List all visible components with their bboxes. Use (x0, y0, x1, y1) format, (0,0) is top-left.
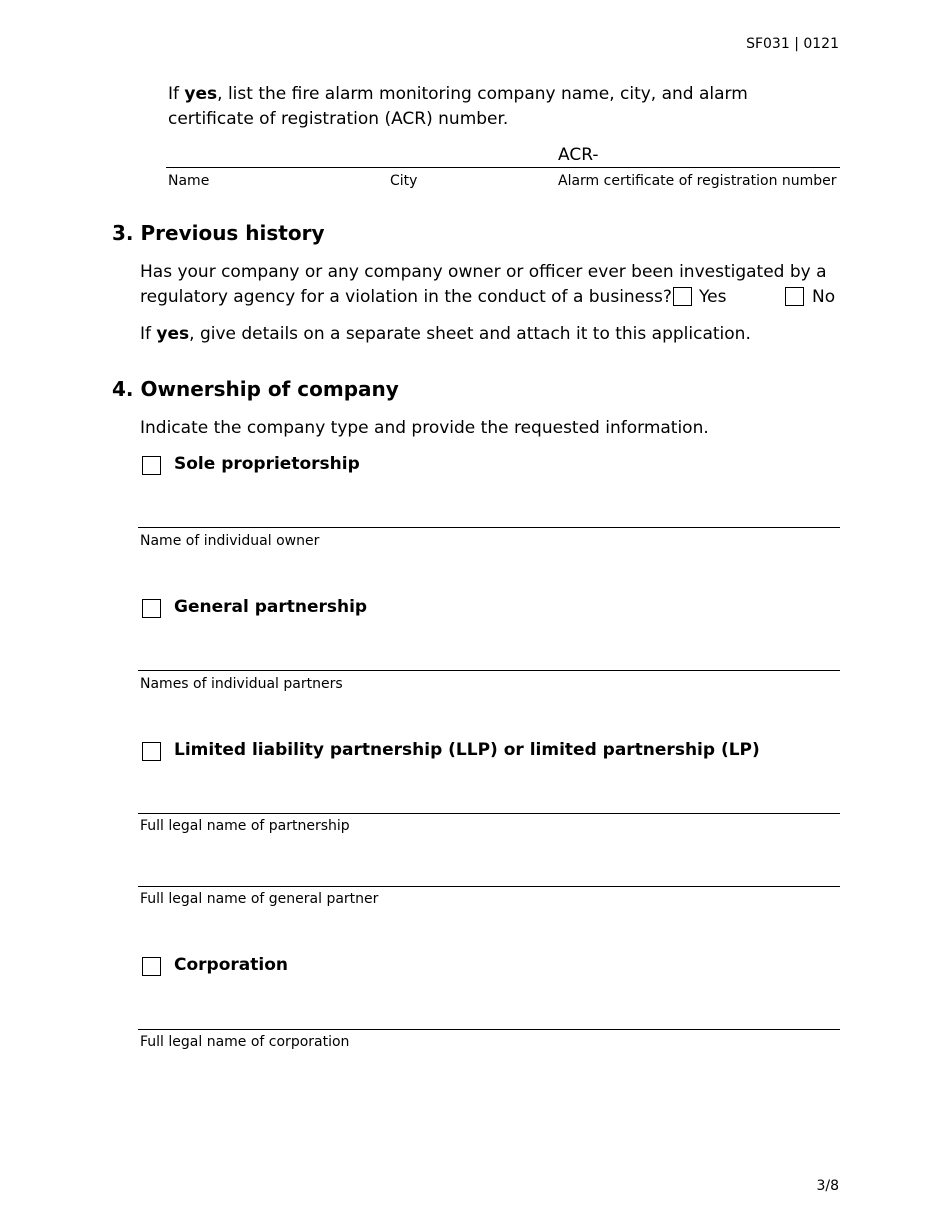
history-yes-label: Yes (699, 287, 727, 307)
corporation-name-label: Full legal name of corporation (140, 1034, 350, 1050)
details-yes: yes (156, 324, 190, 344)
page-number: 3/8 (816, 1178, 839, 1194)
ownership-intro: Indicate the company type and provide the requested information. (140, 418, 709, 438)
sole-proprietorship-checkbox[interactable] (142, 456, 161, 475)
general-partnership-label: General partnership (174, 597, 368, 617)
history-yes-checkbox[interactable] (673, 287, 692, 306)
acr-field-label: Alarm certificate of registration number (558, 173, 837, 189)
owner-name-line[interactable] (138, 527, 840, 528)
instr-yes: yes (184, 84, 218, 104)
monitoring-instructions (168, 82, 833, 132)
details-suffix: , give details on a separate sheet and attach it to this application. (189, 324, 751, 344)
general-partner-line[interactable] (138, 886, 840, 887)
partnership-name-line[interactable] (138, 813, 840, 814)
history-no-checkbox[interactable] (785, 287, 804, 306)
corporation-checkbox[interactable] (142, 957, 161, 976)
corporation-name-line[interactable] (138, 1029, 840, 1030)
general-partnership-checkbox[interactable] (142, 599, 161, 618)
general-partner-label: Full legal name of general partner (140, 891, 379, 907)
section-4-heading: 4. Ownership of company (112, 377, 399, 401)
sole-proprietorship-label: Sole proprietorship (174, 454, 360, 474)
owner-name-label: Name of individual owner (140, 533, 320, 549)
corporation-label: Corporation (174, 955, 288, 975)
history-details (140, 322, 751, 347)
name-field-label: Name (168, 173, 210, 189)
section-3-heading: 3. Previous history (112, 221, 325, 245)
acr-prefix: ACR- (558, 145, 599, 165)
instr-suffix: , list the fire alarm monitoring company name, city, and alarm certificate of registration (ACR) number. (168, 84, 748, 129)
instr-prefix: If (168, 84, 185, 104)
form-code: SF031 | 0121 (746, 36, 839, 52)
partnership-name-label: Full legal name of partnership (140, 818, 350, 834)
city-field-label: City (390, 173, 418, 189)
history-question-line2: regulatory agency for a violation in the conduct of a business? (140, 287, 672, 307)
llp-label: Limited liability partnership (LLP) or limited partnership (LP) (174, 740, 760, 760)
llp-checkbox[interactable] (142, 742, 161, 761)
partners-names-line[interactable] (138, 670, 840, 671)
history-question-line1: Has your company or any company owner or officer ever been investigated by a (140, 262, 827, 282)
monitoring-field-line[interactable] (166, 167, 840, 168)
partners-names-label: Names of individual partners (140, 676, 343, 692)
details-prefix: If (140, 324, 157, 344)
history-no-label: No (812, 287, 836, 307)
